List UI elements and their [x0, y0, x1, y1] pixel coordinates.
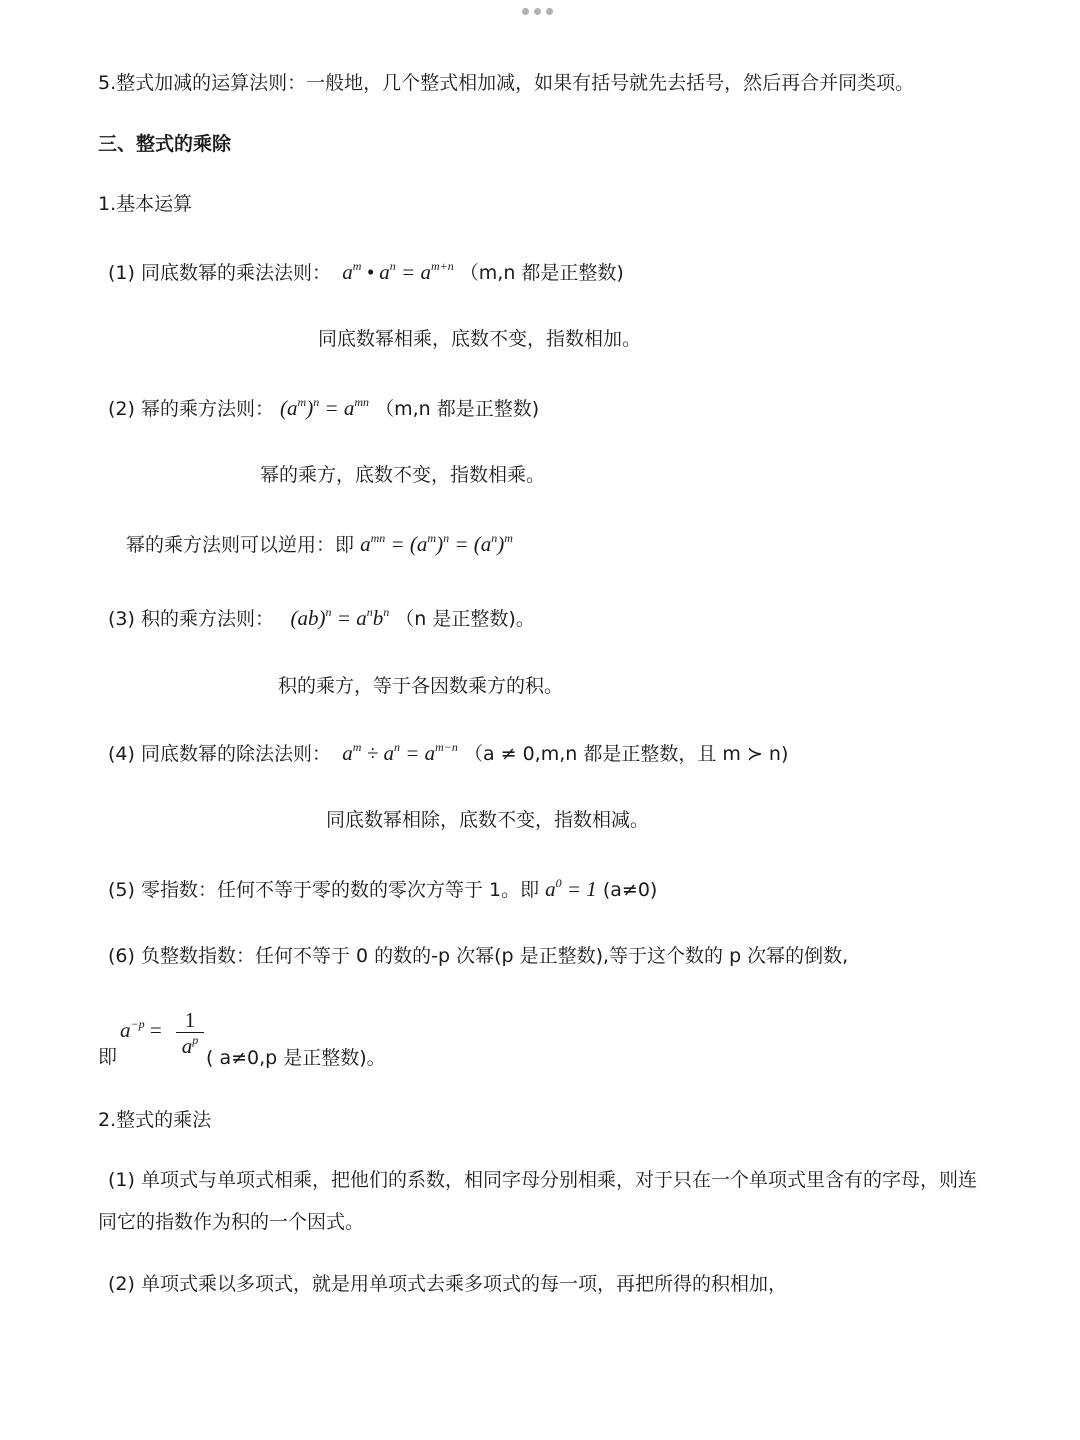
- rule-2-note: （m,n 都是正整数): [375, 398, 540, 420]
- rule-3-note: （n 是正整数)。: [395, 608, 535, 630]
- rule-1: [108, 258, 624, 287]
- rule-6-formula-lhs: $a^{-p}$ =: [120, 1017, 162, 1042]
- dot: [534, 8, 541, 15]
- rule-3: [108, 604, 535, 633]
- item-5-rule: 5.整式加减的运算法则：一般地，几个整式相加减，如果有括号就先去括号，然后再合并同类项。: [98, 72, 915, 94]
- rule-3-desc: 积的乘方，等于各因数乘方的积。: [278, 675, 564, 697]
- rule-3-label: (3) 积的乘方法则：: [108, 608, 274, 630]
- rule-2-reverse-formula: $a^{mn} = (a^m)^n = (a^n)^m$: [360, 531, 513, 556]
- subsection-title-1: 1.基本运算: [98, 193, 193, 215]
- rule-6-ji: 即: [98, 1046, 118, 1068]
- rule-5: [108, 875, 657, 904]
- rule-1-note: （m,n 都是正整数): [459, 262, 624, 284]
- rule-4-label: (4) 同底数幂的除法法则：: [108, 743, 331, 765]
- mult-rule-1-line-2: 同它的指数作为积的一个因式。: [98, 1211, 365, 1233]
- rule-2-reverse: [126, 530, 513, 559]
- rule-5-formula: $a^0 = 1$: [545, 876, 597, 901]
- rule-2-desc: 幂的乘方，底数不变，指数相乘。: [260, 464, 546, 486]
- dot: [522, 8, 529, 15]
- mult-rule-2: (2) 单项式乘以多项式，就是用单项式去乘多项式的每一项，再把所得的积相加，: [108, 1273, 787, 1295]
- subsection-title-2: 2.整式的乘法: [98, 1109, 212, 1131]
- rule-5-text: (5) 零指数：任何不等于零的数的零次方等于 1。即: [108, 879, 540, 901]
- rule-4-formula: $a^m \div a^n = a^{m-n}$: [337, 740, 458, 765]
- rule-4: [108, 739, 788, 768]
- rule-4-desc: 同底数幂相除，底数不变，指数相减。: [326, 809, 650, 831]
- dot: [546, 8, 553, 15]
- fraction-numerator: 1: [184, 1008, 196, 1032]
- rule-3-formula: $(ab)^n = a^nb^n$: [290, 605, 390, 630]
- rule-5-cond: (a≠0): [602, 879, 658, 901]
- rule-6-cond: ( a≠0,p 是正整数)。: [206, 1047, 386, 1069]
- section-title: 三、整式的乘除: [98, 133, 232, 155]
- mult-rule-1-line-1: (1) 单项式与单项式相乘，把他们的系数，相同字母分别相乘，对于只在一个单项式里含有的字母，则连: [108, 1169, 977, 1191]
- fraction-denominator: $a^p$: [176, 1032, 204, 1059]
- rule-6-fraction: [176, 1008, 204, 1059]
- rule-1-desc: 同底数幂相乘，底数不变，指数相加。: [318, 328, 642, 350]
- rule-6: (6) 负整数指数：任何不等于 0 的数的-p 次幂(p 是正整数),等于这个数的 p 次幂的倒数,: [108, 945, 849, 967]
- rule-4-note: （a ≠ 0,m,n 都是正整数，且 m ≻ n): [463, 743, 789, 765]
- rule-2-formula: $(a^m)^n = a^{mn}$: [280, 395, 370, 420]
- rule-2-reverse-label: 幂的乘方法则可以逆用：即: [126, 534, 355, 556]
- three-dots-icon[interactable]: [522, 8, 553, 15]
- rule-1-formula: $a^m$ • $a^n = a^{m+n}$: [337, 259, 454, 284]
- rule-2-label: (2) 幂的乘方法则：: [108, 398, 274, 420]
- rule-1-label: (1) 同底数幂的乘法法则：: [108, 262, 331, 284]
- rule-2: [108, 394, 539, 423]
